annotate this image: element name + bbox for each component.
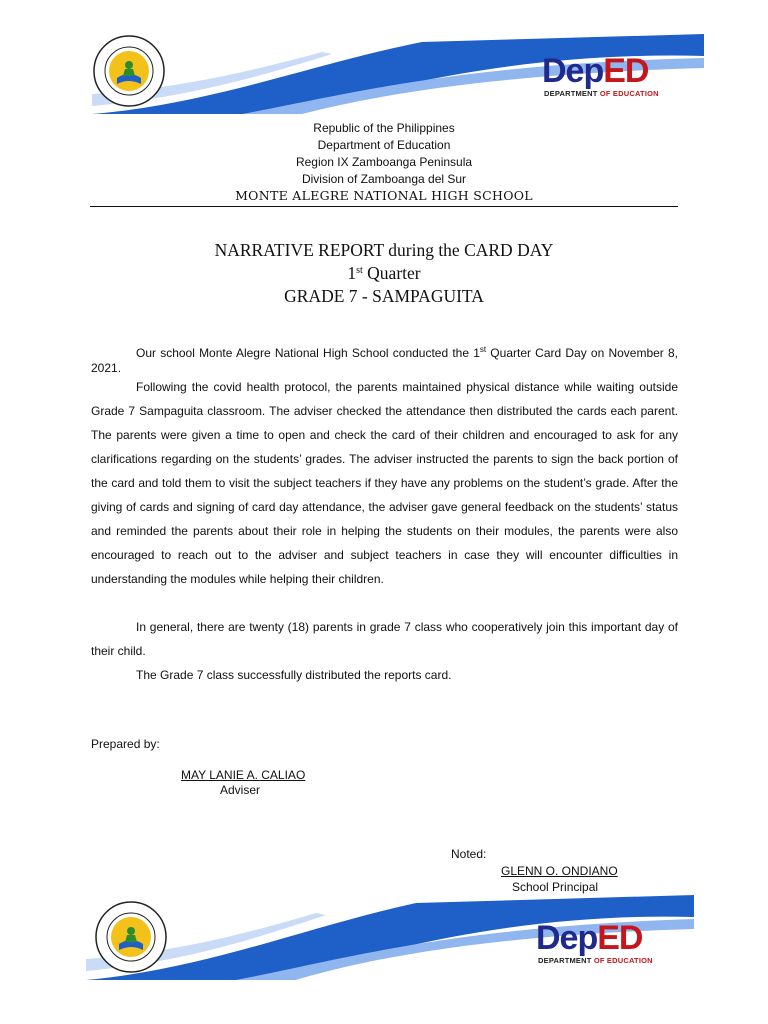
report-title: NARRATIVE REPORT during the CARD DAY [214,240,554,260]
preparer-role: Adviser [220,783,261,797]
header-banner [92,34,704,114]
footer-banner [86,895,694,980]
paragraph-4: The Grade 7 class successfully distributed the reports card. [136,668,452,682]
school-seal-icon [94,900,168,974]
paragraph-2: Following the covid health protocol, the parents maintained physical distance while waiting outside Grade 7 Sampaguita classroom. The adviser checked the attendance then distributed the cards each parent. The parents were given a time to open and check the card of their children and encouraged to ask for any clarifications regarding on the students’ grades. The adviser instructed the parents to sign the back portion of the card and told them to visit the subject teachers if they have any problems on the student’s grade. After the giving of cards and signing of card day attendance, the adviser gave general feedback on the students’ status and reminded the parents about their role in helping the students on their modules, the parents were also encouraged to reach out to the adviser and subject teachers in case they will encounter difficulties in understanding the modules while helping their children. [91,380,678,586]
noter-name: GLENN O. ONDIANO [501,864,618,878]
school-seal-icon [92,34,166,108]
header-line-republic: Republic of the Philippines [313,121,455,135]
header-divider [90,206,678,207]
noter-role: School Principal [512,880,599,894]
header-line-department: Department of Education [317,138,451,152]
deped-logo-subtitle: DEPARTMENT OF EDUCATION [544,89,659,98]
paragraph-3: In general, there are twenty (18) parents in grade 7 class who cooperatively join this important day of their child. [91,620,678,658]
header-line-region: Region IX Zamboanga Peninsula [295,155,473,169]
prepared-by-label: Prepared by: [91,737,160,751]
quarter-title: 1st Quarter [347,263,421,283]
section-title: GRADE 7 - SAMPAGUITA [284,286,484,306]
noted-label: Noted: [451,847,487,861]
deped-logo: DepED [542,52,649,90]
preparer-name: MAY LANIE A. CALIAO [181,768,306,782]
deped-logo: DepED [536,919,643,957]
deped-logo-subtitle: DEPARTMENT OF EDUCATION [538,956,653,965]
school-name: MONTE ALEGRE NATIONAL HIGH SCHOOL [235,188,533,203]
header-line-division: Division of Zamboanga del Sur [301,172,467,186]
paragraph-1: Our school Monte Alegre National High School conducted the 1st Quarter Card Day on November 8, 2021. [91,345,678,375]
